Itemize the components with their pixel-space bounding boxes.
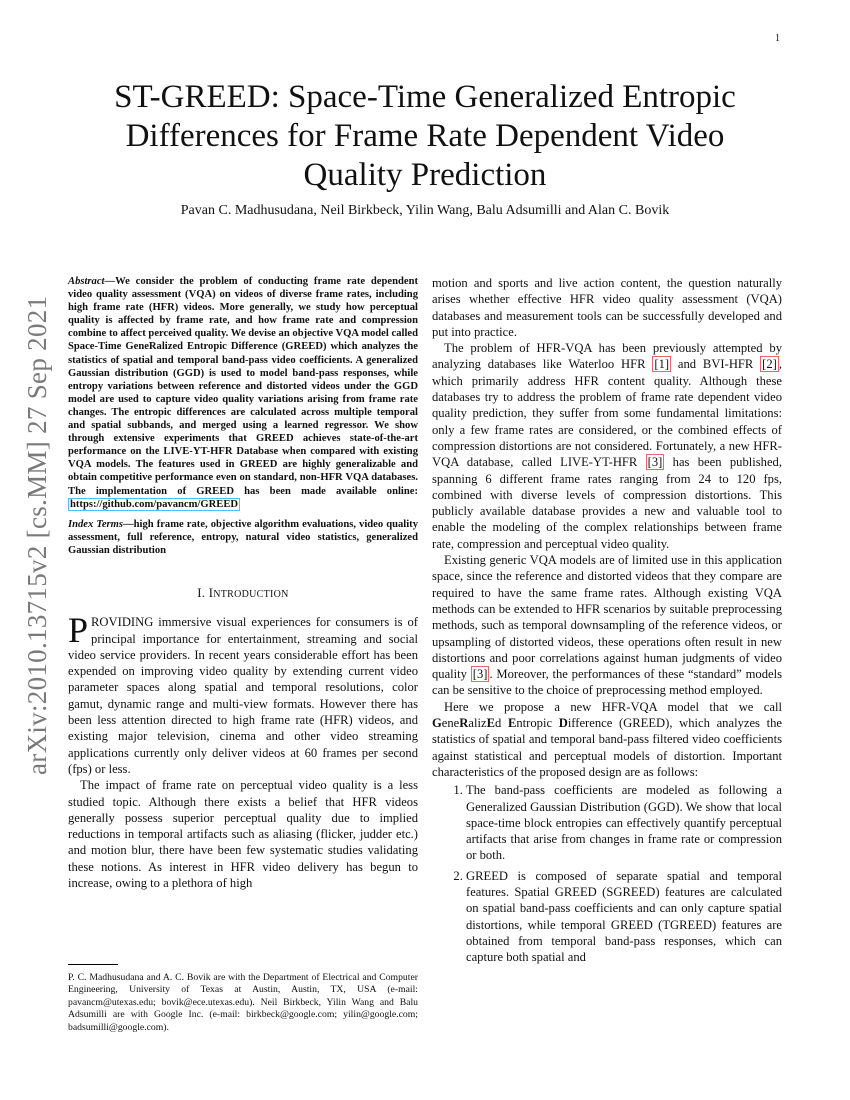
index-terms-label: Index Terms xyxy=(68,518,124,530)
paper-title: ST-GREED: Space-Time Generalized Entropic Differences for Frame Rate Dependent Video Quality Prediction xyxy=(114,79,736,193)
contribution-list xyxy=(432,782,782,965)
citation-link[interactable]: [3] xyxy=(647,455,663,470)
footnote-divider xyxy=(68,964,118,965)
right-column xyxy=(432,275,782,969)
citation-link[interactable]: [2] xyxy=(762,357,777,372)
drop-cap: P xyxy=(68,610,89,651)
abstract-text: —We consider the problem of conducting frame rate dependent video quality assessment (VQA) on videos of diverse frame rates, including high frame rate (HFR) videos. More generally, we study how perceptual quality is affected by frame rate, and how frame rate and compression combine to affect perceived quality. We devise an objective VQA model called Space-Time GeneRalized Entropic Difference (GREED) which analyzes the statistics of spatial and temporal band-pass video coefficients. A generalized Gaussian distribution (GGD) is used to model band-pass responses, while entropy variations between reference and distorted videos under the GGD model are used to capture video quality variations arising from frame rate changes. The entropic differences are calculated across multiple temporal and spatial subbands, and merged using a learned regressor. We show through extensive experiments that GREED achieves state-of-the-art performance on the LIVE-YT-HFR Database when compared with existing VQA models. The features used in GREED are highly generalizable and obtain competitive performance even on standard, non-HFR VQA databases. The implementation of GREED has been made available online: xyxy=(68,276,418,497)
affiliation-footnote: P. C. Madhusudana and A. C. Bovik are with the Department of Electrical and Computer Engineering, University of Texas at Austin, Austin, TX, USA (e-mail: pavancm@utexas.edu; bovik@ece.utexas.edu). Neil Birkbeck, Yilin Wang and Balu Adsumilli are with Google Inc. (e-mail: birkbeck@google.com; yilin@google.com; badsumilli@google.com). xyxy=(68,972,418,1033)
right-paragraph-3: Existing generic VQA models are of limited use in this application space, since the reference and distorted videos that they compare are required to have the same frame rates. Although existing VQA methods can be extended to HFR scenarios by suitable preprocessing methods, such as temporal downsampling of the reference videos, or upsampling of distorted videos, these operations often result in new distortions and poor correlations against human judgments of video quality [3] . Moreover, the performances of these “standard” models can be sensitive to the choice of preprocessing method employed. xyxy=(432,553,782,698)
citation-link[interactable]: [3] xyxy=(472,667,488,682)
list-item: 2. GREED is composed of separate spatial and temporal features. Spatial GREED (SGREED) features are calculated on spatial band-pass coefficients and can only capture spatial distortions, while temporal GREED (TGREED) features are obtained from temporal band-pass responses, which can capture both spatial and xyxy=(466,868,782,966)
left-column xyxy=(68,275,418,891)
page-number: 1 xyxy=(775,33,780,44)
abstract xyxy=(68,275,418,511)
abstract-label: Abstract xyxy=(68,276,105,287)
index-terms xyxy=(68,518,418,557)
citation-link[interactable]: [1] xyxy=(654,357,670,372)
author-list: Pavan C. Madhusudana, Neil Birkbeck, Yilin Wang, Balu Adsumilli and Alan C. Bovik xyxy=(180,203,670,218)
section-heading-introduction: I. INTRODUCTION xyxy=(197,585,289,600)
right-paragraph-2: The problem of HFR-VQA has been previously attempted by analyzing databases like Waterloo HFR [1] and BVI-HFR [2] , which primarily address HFR content quality. Although these databases try to address the problem of frame rate dependent video quality prediction, they suffer from some fundamental limitations: only a few frame rates are considered, or the combined effects of compression distortions are not considered. Fortunately, a new HFR-VQA database, called LIVE-YT-HFR [3] has been published, spanning 6 different frame rates ranging from 24 to 120 fps, combined with diverse levels of compression distortions. This publicly available database provides a new and valuable tool to enable the modeling of the complex relationships between frame rate, compression and perceptual video quality. xyxy=(432,341,782,551)
list-item: 1. The band-pass coefficients are modeled as following a Generalized Gaussian Distribution (GGD). We show that local space-time block entropies can effectively quantify perceptual artifacts that arise from changes in frame rate or compression or both. xyxy=(466,782,782,863)
index-terms-text: —high frame rate, objective algorithm evaluations, video quality assessment, full reference, entropy, natural video statistics, generalized Gaussian distribution xyxy=(68,518,418,556)
github-link[interactable]: https://github.com/pavancm/GREED xyxy=(70,498,239,510)
right-paragraph-1: motion and sports and live action content, the question naturally arises whether effective HFR video quality assessment (VQA) databases and measurement tools can be successfully developed and put into practice. xyxy=(432,276,782,339)
arxiv-stamp xyxy=(22,280,58,780)
right-paragraph-4: Here we propose a new HFR-VQA model that we call GeneRalizEd Entropic Difference (GREED), which analyzes the statistics of spatial and temporal band-pass filtered video coefficients against statistical and perceptual models of distortion. Important characteristics of the proposed design are as follows: xyxy=(432,699,782,779)
arxiv-stamp-text: arXiv:2010.13715v2 [cs.MM] 27 Sep 2021 xyxy=(22,295,52,775)
intro-paragraph-1: PROVIDING immersive visual experiences for consumers is of principal importance for entertainment, streaming and social video service providers. In recent years considerable effort has been expended on improving video quality by extending current video parameter spaces along spatial and temporal resolutions, color gamut, dynamic range and multi-view formats. However there has been less attention directed to high frame rate (HFR) videos, and existing major television, cinema and other video streaming applications currently only deliver videos at 60 frames per second (fps) or less. xyxy=(68,610,418,776)
intro-paragraph-2: The impact of frame rate on perceptual video quality is a less studied topic. Although there exists a belief that HFR videos generally possess superior perceptual quality due to implied reductions in temporal artifacts such as aliasing (flicker, judder etc.) and motion blur, there have been few systematic studies validating these notions. As interest in HFR video delivery has begun to increase, owing to a plethora of high xyxy=(68,778,418,891)
